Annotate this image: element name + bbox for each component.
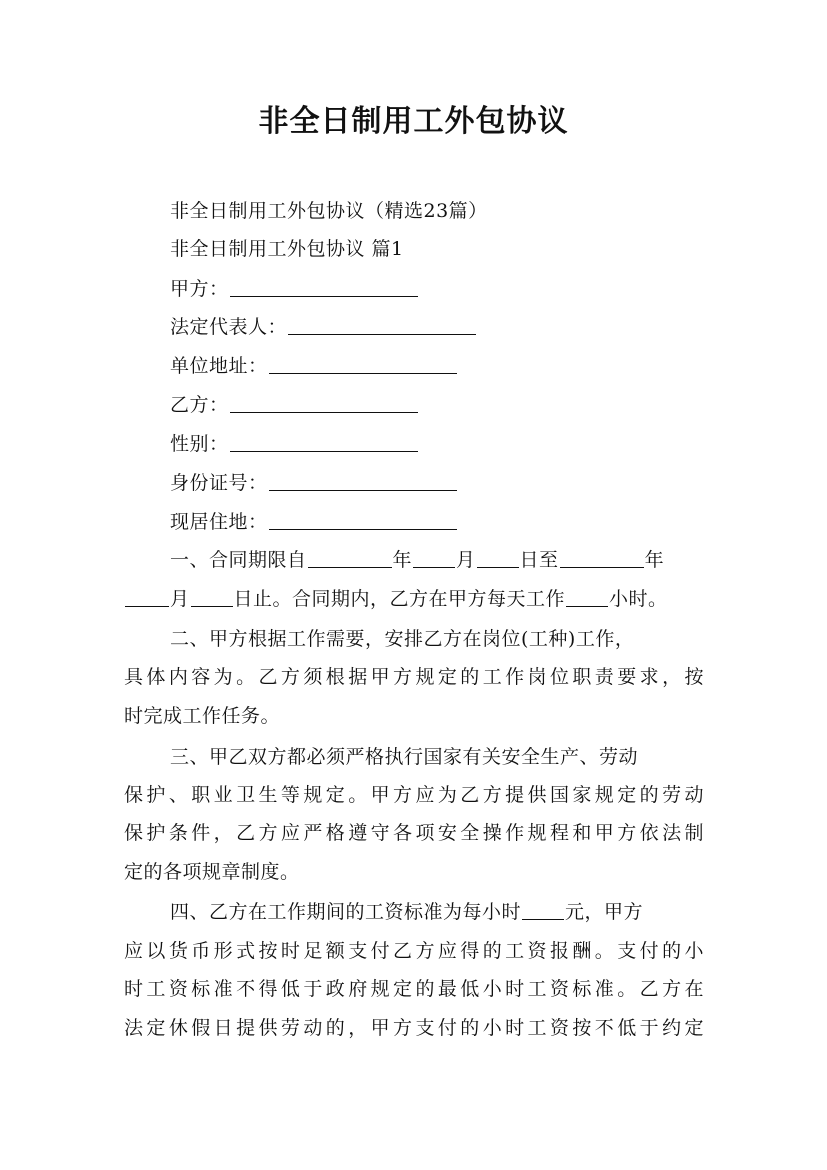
clause-text: 四、乙方在工作期间的工资标准为每小时 — [170, 901, 522, 923]
clause-text: 小时。 — [609, 588, 668, 610]
fill-in-blank — [230, 274, 418, 297]
fill-in-blank — [522, 897, 564, 920]
clause-text: 一、合同期限自 — [170, 549, 307, 571]
fill-in-blank — [308, 545, 392, 568]
field-id-number — [170, 464, 750, 502]
clause-text: 日至 — [519, 549, 559, 571]
clause-3-line-4: 定的各项规章制度。 — [124, 861, 300, 883]
fill-in-blank — [269, 468, 457, 491]
field-party-b — [170, 386, 750, 424]
field-label: 性别： — [170, 433, 229, 455]
fill-in-blank — [230, 390, 418, 413]
field-label: 单位地址： — [170, 355, 268, 377]
field-legal-rep — [170, 308, 750, 346]
fill-in-blank — [560, 545, 644, 568]
field-label: 甲方： — [170, 278, 229, 300]
clause-2-line-3: 时完成工作任务。 — [124, 705, 281, 727]
fill-in-blank — [566, 584, 608, 607]
clause-2-line-1: 二、甲方根据工作需要，安排乙方在岗位(工种)工作， — [170, 628, 635, 650]
clause-text: 年 — [644, 549, 665, 571]
fill-in-blank — [269, 351, 457, 374]
document-title: 非全日制用工外包协议 — [258, 104, 569, 139]
fill-in-blank — [288, 312, 476, 335]
clause-3-line-3: 保护条件，乙方应严格遵守各项安全操作规程和甲方依法制 — [124, 822, 704, 844]
fill-in-blank — [477, 545, 519, 568]
fill-in-blank — [191, 584, 233, 607]
clause-4-line-2: 应以货币形式按时足额支付乙方应得的工资报酬。支付的小 — [124, 940, 704, 962]
field-party-a — [170, 270, 750, 308]
clause-3-line-1: 三、甲乙双方都必须严格执行国家有关安全生产、劳动 — [170, 746, 639, 768]
clause-text: 月 — [456, 549, 476, 571]
section-heading: 非全日制用工外包协议 篇1 — [170, 238, 404, 260]
field-label: 身份证号： — [170, 472, 268, 494]
clause-4-line-3: 时工资标准不得低于政府规定的最低小时工资标准。乙方在 — [124, 978, 704, 1000]
clause-text: 月 — [170, 588, 190, 610]
clause-4-line-4: 法定休假日提供劳动的，甲方支付的小时工资按不低于约定 — [124, 1017, 704, 1039]
fill-in-blank — [125, 584, 169, 607]
field-label: 现居住地： — [170, 511, 268, 533]
document-subtitle: 非全日制用工外包协议（精选23篇） — [170, 200, 488, 222]
fill-in-blank — [269, 507, 457, 530]
clause-text: 日止。合同期内，乙方在甲方每天工作 — [233, 588, 566, 610]
fill-in-blank — [230, 429, 418, 452]
clause-2-line-2: 具体内容为。乙方须根据甲方规定的工作岗位职责要求，按 — [124, 666, 704, 688]
clause-1-line-1 — [170, 541, 750, 579]
clause-text: 年 — [392, 549, 413, 571]
clause-text: 元，甲方 — [565, 901, 644, 923]
clause-1-line-2 — [124, 580, 704, 618]
field-address — [170, 347, 750, 385]
fill-in-blank — [413, 545, 455, 568]
field-label: 法定代表人： — [170, 316, 288, 338]
field-label: 乙方： — [170, 394, 229, 416]
clause-4-line-1 — [170, 893, 750, 931]
clause-3-line-2: 保护、职业卫生等规定。甲方应为乙方提供国家规定的劳动 — [124, 784, 704, 806]
field-gender — [170, 425, 750, 463]
field-residence — [170, 503, 750, 541]
